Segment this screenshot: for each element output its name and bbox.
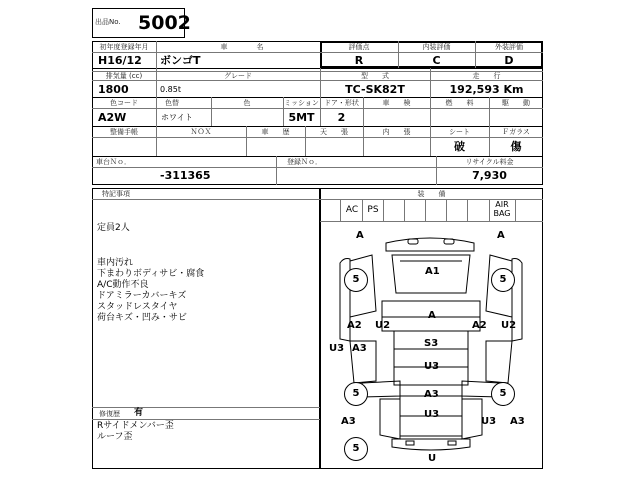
maintenance-label: 整備手帳 — [110, 128, 138, 136]
damage-u3-bed: U3 — [424, 409, 440, 420]
damage-a2-left: A2 — [347, 320, 362, 331]
damage-a2-right: A2 — [472, 320, 487, 331]
seat-value: 破 — [454, 140, 465, 153]
lot-number-label: 出品No. — [95, 18, 121, 26]
remarks-line-6: 荷台キズ・凹み・サビ — [97, 313, 187, 323]
mission-value: 5MT — [288, 111, 315, 124]
color-change-label: 色替 — [165, 99, 179, 107]
remarks-top: 定員2人 — [97, 223, 130, 233]
tire-front-left: 5 — [344, 268, 368, 292]
damage-roof: A — [428, 310, 436, 321]
glass-value: 傷 — [510, 140, 522, 153]
doors-value: 2 — [337, 111, 346, 124]
damage-rear: U — [428, 453, 437, 464]
model-label: 型 式 — [361, 72, 389, 80]
exterior-value: D — [504, 54, 514, 67]
mileage-value: 192,593 Km — [449, 83, 524, 96]
doors-label: ドア・形状 — [324, 99, 359, 107]
damage-u2-left: U2 — [375, 320, 391, 331]
damage-u3-rear-right: U3 — [481, 416, 497, 427]
year-value: H16/12 — [98, 54, 142, 67]
remarks-label: 特記事項 — [102, 190, 130, 198]
damage-u3-mid: U3 — [424, 361, 440, 372]
chassis-label: 車台Ｎｏ． — [96, 158, 131, 166]
equipment-label: 装 備 — [417, 190, 446, 198]
equipment-ps: PS — [367, 205, 379, 215]
damage-a1: A1 — [425, 266, 440, 277]
tire-rear-left: 5 — [344, 382, 368, 406]
inspection-label: 車 検 — [382, 99, 411, 107]
grade-value: 0.85t — [160, 85, 181, 94]
damage-s3: S3 — [424, 338, 439, 349]
drive-label: 駆 動 — [502, 99, 530, 107]
damage-a3-rear-left: A3 — [341, 416, 356, 427]
history-label: 車 歴 — [261, 128, 290, 136]
nox-label: ＮＯＸ — [190, 128, 212, 136]
inner-roof-label: 内 張 — [382, 128, 411, 136]
remarks-line-1: 車内汚れ — [97, 258, 134, 268]
grade-label: グレード — [224, 72, 252, 80]
damage-a3-rear-right: A3 — [510, 416, 525, 427]
equipment-airbag: AIR BAG — [493, 200, 511, 218]
vehicle-name: ボンゴT — [160, 54, 201, 67]
recycle-label: リサイクル料金 — [465, 158, 514, 166]
displacement-value: 1800 — [98, 83, 129, 96]
year-label: 初年度登録年月 — [99, 43, 149, 51]
chassis-value: -311365 — [160, 169, 211, 182]
fuel-label: 燃 料 — [445, 99, 474, 107]
damage-a3-left: A3 — [352, 343, 367, 354]
remarks-line-4: ドアミラーカバーキズ — [97, 291, 187, 301]
tire-rear-right: 5 — [491, 382, 515, 406]
interior-value: C — [432, 54, 441, 67]
glass-label: Ｆガラス — [502, 128, 530, 136]
remarks-line-2: 下まわりボディサビ・腐食 — [97, 269, 205, 279]
color-value: ホワイト — [161, 113, 193, 122]
interior-label: 内装評価 — [422, 43, 451, 51]
mileage-label: 走 行 — [472, 72, 501, 80]
damage-u3-left: U3 — [329, 343, 345, 354]
damage-a3-mid: A3 — [424, 389, 439, 400]
color-code-value: A2W — [98, 111, 127, 124]
color-label: 色 — [243, 99, 251, 107]
recycle-value: 7,930 — [472, 169, 507, 182]
name-label-b: 名 — [256, 43, 264, 51]
damage-front-left: A — [356, 230, 364, 241]
repair-line-2: ルーフ歪 — [97, 432, 133, 442]
seat-label: シート — [449, 128, 470, 136]
mission-label: ミッション — [284, 99, 319, 107]
tire-front-right: 5 — [491, 268, 515, 292]
name-label-a: 車 — [220, 43, 228, 51]
score-label: 評価点 — [348, 43, 370, 51]
repair-value: 有 — [134, 408, 144, 418]
model-value: TC-SK82T — [345, 83, 405, 96]
equipment-ac: AC — [345, 205, 359, 215]
remarks-line-3: A/C動作不良 — [97, 280, 149, 290]
color-code-label: 色コード — [110, 99, 138, 107]
sunroof-label: 天 張 — [320, 128, 348, 136]
lot-number: 5002 — [138, 12, 191, 34]
score-value: R — [354, 54, 364, 67]
tire-spare: 5 — [344, 437, 368, 461]
damage-front-right: A — [497, 230, 505, 241]
repair-label: 修復歴 — [99, 410, 120, 418]
registration-label: 登録Ｎｏ． — [287, 158, 322, 166]
exterior-label: 外装評価 — [495, 43, 523, 51]
displacement-label: 排気量 (cc) — [105, 72, 143, 80]
repair-line-1: Rサイドメンバー歪 — [97, 421, 174, 431]
remarks-line-5: スタッドレスタイヤ — [97, 302, 178, 312]
damage-u2-right: U2 — [501, 320, 517, 331]
